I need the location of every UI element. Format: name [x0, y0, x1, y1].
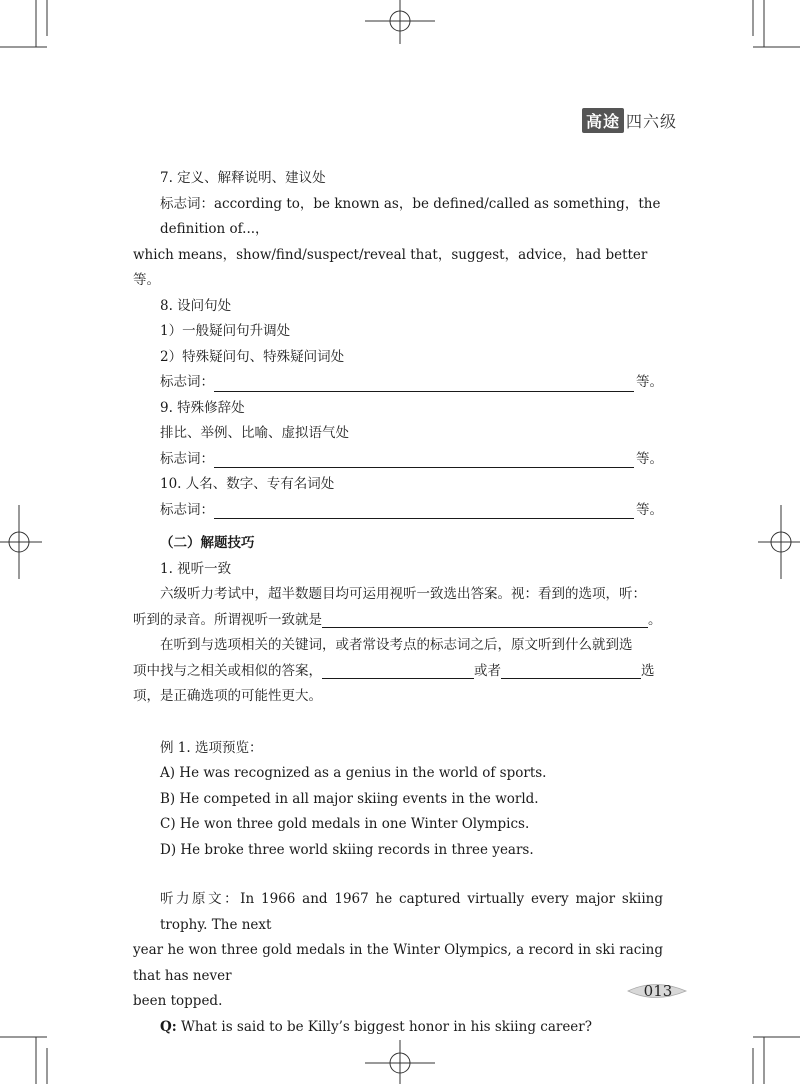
option-c: C) He won three gold medals in one Winter Olympics.	[160, 816, 530, 832]
question-line	[133, 1015, 663, 1041]
item-10-title: 10. 人名、数字、专有名词处	[160, 476, 335, 492]
question-label: Q:	[160, 1018, 177, 1035]
item-9-title: 9. 特殊修辞处	[160, 399, 245, 416]
transcript-line1	[133, 887, 663, 938]
example-label: 例 1. 选项预览：	[160, 739, 263, 756]
para-2-line3: 项，是正确选项的可能性更大。	[133, 688, 322, 704]
spacer	[133, 710, 663, 736]
fill-in-blank[interactable]	[214, 374, 634, 392]
item-7-marker-line2: which means，show/find/suspect/reveal that，suggest，advice，had better 等。	[133, 246, 648, 288]
item-8-sub1: 1）一般疑问句升调处	[160, 323, 291, 339]
period: 。	[648, 611, 662, 628]
brand-header	[582, 108, 677, 133]
item-8-title: 8. 设问句处	[160, 297, 232, 314]
item-9-sub: 排比、举例、比喻、虚拟语气处	[160, 425, 349, 441]
item-8-marker-blank	[133, 370, 663, 396]
brand-logo: 高途	[582, 108, 624, 133]
marker-label: 标志词：	[160, 450, 214, 467]
fill-in-blank[interactable]	[214, 501, 634, 519]
spacer	[133, 863, 663, 887]
para-2-text-b: 或者	[474, 662, 501, 679]
para-1-line1: 六级听力考试中，超半数题目均可运用视听一致选出答案。视：看到的选项，听：	[160, 586, 646, 602]
para-1-text: 听到的录音。所谓视听一致就是	[133, 611, 322, 628]
marker-label: 标志词：	[160, 501, 214, 518]
item-10-marker-blank	[133, 498, 663, 524]
marker-label: 标志词：	[160, 374, 214, 390]
transcript-line2: year he won three gold medals in the Winter Olympics, a record in ski racing that has never	[133, 942, 663, 984]
fill-in-blank[interactable]	[322, 612, 648, 628]
page-content	[133, 166, 663, 1040]
para-2-text-a: 项中找与之相关或相似的答案，	[133, 662, 322, 679]
marker-end: 等。	[636, 501, 663, 518]
transcript-text: In 1966 and 1967 he captured virtually every major skiing trophy. The next	[160, 891, 663, 933]
transcript-line3: been topped.	[133, 993, 223, 1009]
brand-subtitle: 四六级	[626, 112, 678, 131]
para-2-line1: 在听到与选项相关的关键词，或者常设考点的标志词之后，原文听到什么就到选	[160, 637, 633, 653]
option-b: B) He competed in all major skiing events in the world.	[160, 790, 539, 807]
transcript-label: 听力原文：	[160, 891, 241, 907]
para-1-line2	[133, 608, 663, 634]
option-d: D) He broke three world skiing records in three years.	[160, 841, 534, 858]
question-text: What is said to be Killy’s biggest honor in his skiing career?	[176, 1018, 592, 1035]
option-a: A) He was recognized as a genius in the world of sports.	[160, 765, 547, 781]
item-9-marker-blank	[133, 447, 663, 473]
para-2-line2	[133, 659, 663, 685]
item-7-marker-line1: 标志词：according to，be known as，be defined/called as something，the definition of...，	[160, 195, 661, 237]
marker-end: 等。	[636, 374, 663, 390]
marker-end: 等。	[636, 450, 663, 467]
section-2-heading: （二）解题技巧	[160, 535, 255, 551]
item-7-title: 7. 定义、解释说明、建议处	[160, 170, 326, 186]
fill-in-blank[interactable]	[322, 663, 474, 679]
fill-in-blank[interactable]	[214, 450, 634, 468]
fill-in-blank[interactable]	[501, 663, 641, 679]
item-8-sub2: 2）特殊疑问句、特殊疑问词处	[160, 348, 345, 365]
para-2-text-c: 选	[641, 662, 655, 679]
page-number: 013	[643, 982, 673, 1000]
tip-1-title: 1. 视听一致	[160, 560, 232, 577]
